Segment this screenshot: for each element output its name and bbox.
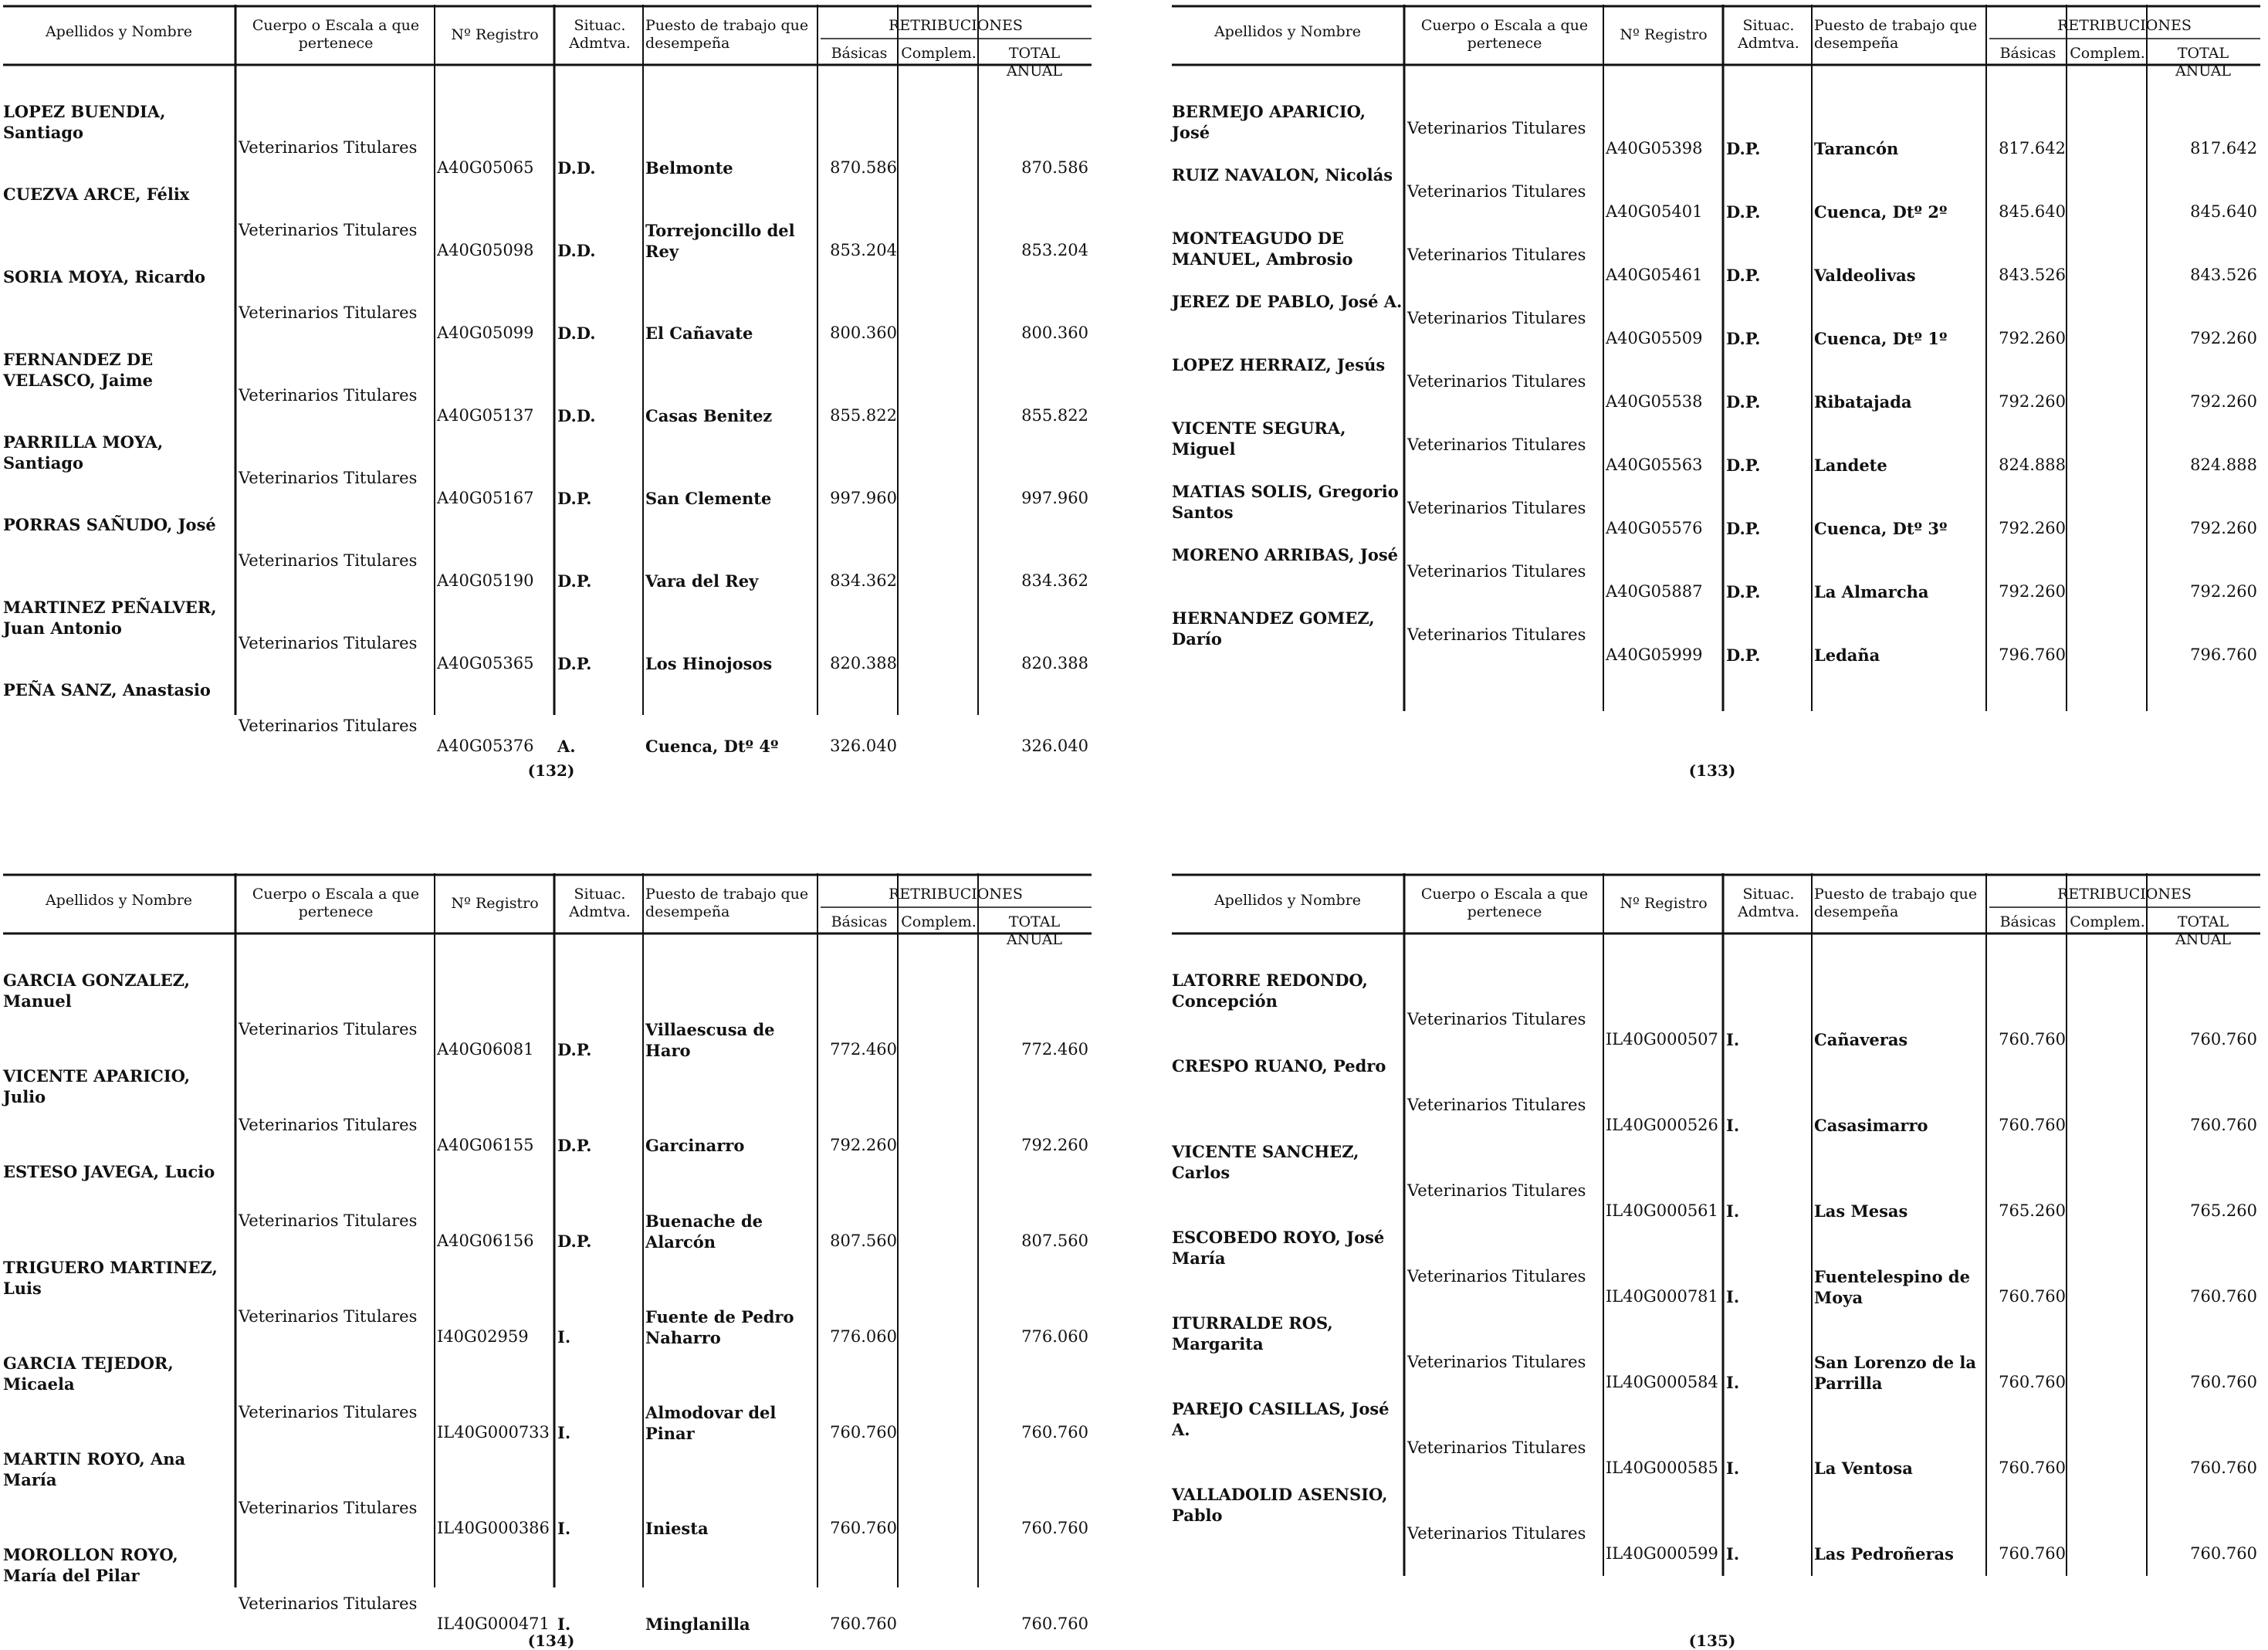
cell-basicas: 997.960: [830, 489, 897, 507]
cell-total: 792.260: [2190, 582, 2257, 601]
cell-registro: IL40G000781: [1606, 1287, 1718, 1306]
cell-puesto: La Almarcha: [1814, 582, 1929, 601]
cell-name: MOROLLON ROYO, María del Pilar: [3, 1545, 178, 1585]
cell-cuerpo: Veterinarios Titulares: [1407, 1096, 1586, 1114]
cell-basicas: 796.760: [1999, 645, 2066, 664]
cell-cuerpo: Veterinarios Titulares: [1407, 182, 1586, 201]
cell-basicas: 792.260: [830, 1136, 897, 1154]
cell-name: SORIA MOYA, Ricardo: [3, 267, 206, 286]
cell-name: VALLADOLID ASENSIO, Pablo: [1172, 1485, 1388, 1525]
cell-name: PAREJO CASILLAS, José A.: [1172, 1399, 1390, 1439]
cell-registro: A40G05167: [437, 489, 534, 507]
cell-name: MORENO ARRIBAS, José: [1172, 545, 1399, 564]
header-cuerpo: Cuerpo o Escala a que pertenece: [252, 886, 420, 920]
cell-situacion: I.: [557, 1423, 571, 1442]
cell-situacion: D.P.: [557, 571, 592, 591]
cell-name: TRIGUERO MARTINEZ, Luis: [3, 1258, 218, 1298]
cell-total: 760.760: [2190, 1287, 2257, 1306]
cell-total: 760.760: [2190, 1116, 2257, 1134]
cell-name: CUEZVA ARCE, Félix: [3, 185, 190, 204]
cell-name: VICENTE APARICIO, Julio: [3, 1066, 191, 1106]
cell-puesto: La Ventosa: [1814, 1459, 1913, 1478]
cell-cuerpo: Veterinarios Titulares: [1407, 1353, 1586, 1371]
cell-situacion: I.: [557, 1519, 571, 1538]
header-basicas: Básicas: [1999, 45, 2056, 62]
cell-situacion: D.P.: [1726, 139, 1761, 158]
cell-registro: IL40G000733: [437, 1423, 550, 1442]
cell-total: 853.204: [1021, 241, 1088, 259]
cell-cuerpo: Veterinarios Titulares: [1407, 1010, 1586, 1028]
table-row: [1172, 1227, 2260, 1313]
cell-registro: A40G05137: [437, 406, 534, 425]
cell-cuerpo: Veterinarios Titulares: [1407, 1524, 1586, 1543]
cell-basicas: 776.060: [830, 1327, 897, 1346]
cell-total: 824.888: [2190, 456, 2257, 474]
table-row: [1172, 354, 2260, 418]
cell-cuerpo: Veterinarios Titulares: [1407, 1438, 1586, 1457]
header-basicas: Básicas: [1999, 913, 2056, 930]
cell-total: 845.640: [2190, 202, 2257, 221]
cell-name: MARTIN ROYO, Ana María: [3, 1449, 186, 1489]
cell-basicas: 843.526: [1999, 266, 2066, 284]
cell-basicas: 760.760: [1999, 1459, 2066, 1477]
table-row: [3, 1448, 1092, 1544]
table-row: [1172, 1313, 2260, 1398]
cell-registro: A40G05461: [1606, 266, 1703, 284]
cell-name: PEÑA SANZ, Anastasio: [3, 680, 211, 700]
header-cuerpo: Cuerpo o Escala a que pertenece: [1420, 886, 1589, 920]
header-puesto: Puesto de trabajo que desempeña: [645, 17, 809, 52]
cell-name: MATIAS SOLIS, Gregorio Santos: [1172, 482, 1399, 522]
cell-registro: I40G02959: [437, 1327, 529, 1346]
cell-total: 760.760: [2190, 1030, 2257, 1049]
cell-total: 834.362: [1021, 571, 1088, 590]
cell-total: 792.260: [2190, 329, 2257, 347]
cell-situacion: D.P.: [557, 1232, 592, 1251]
cell-basicas: 760.760: [1999, 1544, 2066, 1563]
cell-total: 870.586: [1021, 158, 1088, 177]
cell-name: ITURRALDE ROS, Margarita: [1172, 1313, 1333, 1354]
table-row: [1172, 291, 2260, 354]
cell-situacion: A.: [557, 737, 576, 756]
cell-puesto: Vara del Rey: [645, 571, 759, 591]
cell-basicas: 760.760: [1999, 1287, 2066, 1306]
table-row: [3, 1161, 1092, 1257]
cell-puesto: Tarancón: [1814, 139, 1899, 158]
page-panel-133: [1172, 5, 2266, 780]
header-puesto: Puesto de trabajo que desempeña: [645, 886, 809, 920]
cell-situacion: D.D.: [557, 241, 596, 260]
cell-total: 760.760: [2190, 1373, 2257, 1391]
cell-registro: IL40G000561: [1606, 1201, 1718, 1220]
cell-total: 760.760: [1021, 1423, 1088, 1442]
cell-situacion: I.: [1726, 1544, 1740, 1564]
cell-puesto: Cuenca, Dtº 1º: [1814, 329, 1948, 348]
header-situac: Situac. Admtva.: [569, 886, 631, 920]
table-row: [3, 184, 1092, 266]
cell-basicas: 870.586: [830, 158, 897, 177]
cell-puesto: Ledaña: [1814, 645, 1880, 665]
table-row: [3, 970, 1092, 1066]
cell-puesto: Cuenca, Dtº 3º: [1814, 519, 1948, 538]
page-panel-134: [3, 873, 1092, 1650]
cell-basicas: 792.260: [1999, 329, 2066, 347]
cell-basicas: 853.204: [830, 241, 897, 259]
cell-basicas: 807.560: [830, 1232, 897, 1250]
cell-situacion: D.P.: [557, 489, 592, 508]
table-row: [3, 514, 1092, 597]
cell-puesto: Belmonte: [645, 158, 733, 178]
cell-basicas: 817.642: [1999, 139, 2066, 158]
table-row: [1172, 1141, 2260, 1227]
cell-basicas: 855.822: [830, 406, 897, 425]
table-row: [1172, 608, 2260, 671]
page-number: (132): [527, 761, 575, 780]
page-number: (135): [1688, 1631, 1736, 1650]
cell-situacion: D.P.: [557, 1136, 592, 1155]
header-total: TOTAL ANUAL: [2175, 45, 2232, 80]
header-registro: Nº Registro: [1620, 26, 1708, 43]
table-row: [3, 349, 1092, 432]
cell-situacion: D.D.: [557, 406, 596, 425]
cell-basicas: 760.760: [830, 1614, 897, 1633]
cell-name: MONTEAGUDO DE MANUEL, Ambrosio: [1172, 229, 1353, 269]
cell-puesto: Villaescusa de Haro: [645, 1020, 775, 1060]
cell-situacion: I.: [1726, 1030, 1740, 1049]
cell-situacion: I.: [557, 1327, 571, 1347]
cell-cuerpo: Veterinarios Titulares: [239, 551, 418, 570]
cell-situacion: D.P.: [557, 1040, 592, 1059]
cell-puesto: Iniesta: [645, 1519, 709, 1538]
cell-situacion: D.D.: [557, 324, 596, 343]
cell-puesto: Los Hinojosos: [645, 654, 773, 673]
cell-total: 760.760: [1021, 1519, 1088, 1537]
cell-total: 817.642: [2190, 139, 2257, 158]
cell-registro: A40G05538: [1606, 392, 1703, 411]
cell-situacion: D.P.: [1726, 202, 1761, 222]
cell-cuerpo: Veterinarios Titulares: [1407, 562, 1586, 581]
cell-puesto: Casasimarro: [1814, 1116, 1928, 1135]
cell-name: PORRAS SAÑUDO, José: [3, 515, 216, 534]
cell-total: 796.760: [2190, 645, 2257, 664]
cell-cuerpo: Veterinarios Titulares: [239, 138, 418, 157]
cell-total: 776.060: [1021, 1327, 1088, 1346]
cell-cuerpo: Veterinarios Titulares: [1407, 1181, 1586, 1200]
cell-name: PARRILLA MOYA, Santiago: [3, 432, 164, 473]
cell-total: 807.560: [1021, 1232, 1088, 1250]
cell-situacion: D.D.: [557, 158, 596, 178]
cell-situacion: D.P.: [1726, 329, 1761, 348]
header-name: Apellidos y Nombre: [45, 23, 193, 40]
header-retribuciones: RETRIBUCIONES: [2057, 17, 2192, 34]
cell-cuerpo: Veterinarios Titulares: [1407, 625, 1586, 644]
cell-situacion: D.P.: [1726, 519, 1761, 538]
cell-puesto: San Lorenzo de la Parrilla: [1814, 1353, 1976, 1393]
cell-situacion: I.: [557, 1614, 571, 1634]
header-puesto: Puesto de trabajo que desempeña: [1814, 886, 1978, 920]
table-row: [1172, 1484, 2260, 1570]
header-retribuciones: RETRIBUCIONES: [889, 17, 1023, 34]
cell-basicas: 845.640: [1999, 202, 2066, 221]
header-cuerpo: Cuerpo o Escala a que pertenece: [1420, 17, 1589, 52]
cell-name: CRESPO RUANO, Pedro: [1172, 1056, 1386, 1076]
header-name: Apellidos y Nombre: [45, 892, 193, 909]
header-complem: Complem.: [901, 913, 977, 930]
header-name: Apellidos y Nombre: [1214, 892, 1362, 909]
cell-registro: A40G06156: [437, 1232, 534, 1250]
table-row: [1172, 481, 2260, 544]
table-row: [3, 1066, 1092, 1161]
header-situac: Situac. Admtva.: [569, 17, 631, 52]
cell-basicas: 760.760: [1999, 1116, 2066, 1134]
cell-name: JEREZ DE PABLO, José A.: [1172, 292, 1403, 311]
cell-total: 792.260: [2190, 392, 2257, 411]
table-row: [1172, 164, 2260, 228]
cell-cuerpo: Veterinarios Titulares: [239, 1594, 418, 1613]
page-panel-132: [3, 5, 1092, 780]
cell-name: GARCIA TEJEDOR, Micaela: [3, 1354, 174, 1394]
cell-total: 765.260: [2190, 1201, 2257, 1220]
table-row: [3, 597, 1092, 679]
table-row: [1172, 1055, 2260, 1141]
header-complem: Complem.: [901, 45, 977, 62]
cell-basicas: 834.362: [830, 571, 897, 590]
cell-cuerpo: Veterinarios Titulares: [239, 634, 418, 652]
cell-basicas: 760.760: [830, 1519, 897, 1537]
cell-basicas: 800.360: [830, 324, 897, 342]
cell-basicas: 326.040: [830, 737, 897, 755]
header-registro: Nº Registro: [451, 895, 539, 912]
cell-registro: IL40G000507: [1606, 1030, 1718, 1049]
table-row: [3, 1544, 1092, 1640]
cell-cuerpo: Veterinarios Titulares: [239, 386, 418, 405]
cell-total: 843.526: [2190, 266, 2257, 284]
cell-basicas: 760.760: [1999, 1030, 2066, 1049]
cell-registro: A40G05509: [1606, 329, 1703, 347]
header-basicas: Básicas: [831, 913, 888, 930]
cell-name: LOPEZ HERRAIZ, Jesús: [1172, 355, 1386, 374]
page-number: (134): [527, 1631, 575, 1650]
cell-name: VICENTE SEGURA, Miguel: [1172, 418, 1346, 459]
cell-registro: IL40G000386: [437, 1519, 550, 1537]
cell-name: FERNANDEZ DE VELASCO, Jaime: [3, 350, 154, 390]
table-row: [1172, 1398, 2260, 1484]
cell-situacion: I.: [1726, 1116, 1740, 1135]
cell-puesto: Valdeolivas: [1814, 266, 1916, 285]
cell-situacion: D.P.: [557, 654, 592, 673]
cell-cuerpo: Veterinarios Titulares: [239, 1020, 418, 1038]
header-situac: Situac. Admtva.: [1738, 886, 1799, 920]
cell-total: 760.760: [2190, 1544, 2257, 1563]
cell-cuerpo: Veterinarios Titulares: [239, 717, 418, 735]
cell-puesto: Fuentelespino de Moya: [1814, 1267, 1970, 1307]
cell-basicas: 792.260: [1999, 392, 2066, 411]
cell-cuerpo: Veterinarios Titulares: [1407, 499, 1586, 517]
cell-basicas: 824.888: [1999, 456, 2066, 474]
cell-situacion: D.P.: [1726, 582, 1761, 601]
header-total: TOTAL ANUAL: [2175, 913, 2232, 948]
header-registro: Nº Registro: [1620, 895, 1708, 912]
cell-name: LOPEZ BUENDIA, Santiago: [3, 102, 166, 142]
cell-situacion: D.P.: [1726, 266, 1761, 285]
cell-total: 326.040: [1021, 737, 1088, 755]
cell-total: 997.960: [1021, 489, 1088, 507]
cell-puesto: Las Mesas: [1814, 1201, 1908, 1221]
header-cuerpo: Cuerpo o Escala a que pertenece: [252, 17, 420, 52]
cell-total: 820.388: [1021, 654, 1088, 673]
header-retribuciones: RETRIBUCIONES: [2057, 886, 2192, 903]
table-row: [1172, 544, 2260, 608]
cell-puesto: Cuenca, Dtº 2º: [1814, 202, 1948, 222]
cell-situacion: I.: [1726, 1459, 1740, 1478]
cell-registro: A40G05099: [437, 324, 534, 342]
cell-total: 792.260: [1021, 1136, 1088, 1154]
header-retribuciones: RETRIBUCIONES: [889, 886, 1023, 903]
cell-cuerpo: Veterinarios Titulares: [1407, 435, 1586, 454]
cell-name: HERNANDEZ GOMEZ, Darío: [1172, 608, 1375, 649]
cell-registro: A40G05190: [437, 571, 534, 590]
cell-registro: IL40G000599: [1606, 1544, 1718, 1563]
cell-cuerpo: Veterinarios Titulares: [239, 303, 418, 322]
cell-situacion: D.P.: [1726, 392, 1761, 412]
table-row: [1172, 228, 2260, 291]
header-situac: Situac. Admtva.: [1738, 17, 1799, 52]
page-panel-135: [1172, 873, 2266, 1650]
cell-cuerpo: Veterinarios Titulares: [239, 1211, 418, 1230]
cell-cuerpo: Veterinarios Titulares: [1407, 246, 1586, 264]
cell-situacion: I.: [1726, 1201, 1740, 1221]
table-row: [3, 679, 1092, 762]
cell-name: LATORRE REDONDO, Concepción: [1172, 971, 1368, 1011]
cell-cuerpo: Veterinarios Titulares: [1407, 309, 1586, 327]
cell-basicas: 792.260: [1999, 582, 2066, 601]
header-total: TOTAL ANUAL: [1006, 45, 1063, 80]
cell-cuerpo: Veterinarios Titulares: [1407, 1267, 1586, 1286]
cell-registro: A40G05887: [1606, 582, 1703, 601]
cell-puesto: Garcinarro: [645, 1136, 745, 1155]
cell-cuerpo: Veterinarios Titulares: [239, 1499, 418, 1517]
cell-puesto: Fuente de Pedro Naharro: [645, 1307, 794, 1347]
header-name: Apellidos y Nombre: [1214, 23, 1362, 40]
cell-cuerpo: Veterinarios Titulares: [239, 221, 418, 239]
cell-total: 760.760: [2190, 1459, 2257, 1477]
cell-cuerpo: Veterinarios Titulares: [1407, 372, 1586, 391]
table-row: [3, 101, 1092, 184]
cell-basicas: 760.760: [1999, 1373, 2066, 1391]
cell-registro: A40G06081: [437, 1040, 534, 1059]
header-total: TOTAL ANUAL: [1006, 913, 1063, 948]
cell-registro: A40G05563: [1606, 456, 1703, 474]
header-registro: Nº Registro: [451, 26, 539, 43]
cell-situacion: D.P.: [1726, 645, 1761, 665]
cell-puesto: Landete: [1814, 456, 1887, 475]
cell-total: 772.460: [1021, 1040, 1088, 1059]
table-row: [3, 1257, 1092, 1353]
cell-basicas: 760.760: [830, 1423, 897, 1442]
cell-cuerpo: Veterinarios Titulares: [239, 469, 418, 487]
cell-cuerpo: Veterinarios Titulares: [239, 1307, 418, 1326]
cell-name: VICENTE SANCHEZ, Carlos: [1172, 1142, 1359, 1182]
cell-registro: A40G05365: [437, 654, 534, 673]
cell-registro: A40G06155: [437, 1136, 534, 1154]
cell-puesto: El Cañavate: [645, 324, 753, 343]
cell-name: RUIZ NAVALON, Nicolás: [1172, 165, 1393, 185]
cell-puesto: Ribatajada: [1814, 392, 1912, 412]
table-row: [1172, 418, 2260, 481]
cell-cuerpo: Veterinarios Titulares: [239, 1116, 418, 1134]
cell-registro: A40G05999: [1606, 645, 1703, 664]
cell-registro: IL40G000526: [1606, 1116, 1718, 1134]
cell-registro: IL40G000585: [1606, 1459, 1718, 1477]
table-row: [3, 432, 1092, 514]
cell-puesto: San Clemente: [645, 489, 772, 508]
cell-registro: A40G05401: [1606, 202, 1703, 221]
table-row: [1172, 970, 2260, 1055]
cell-basicas: 820.388: [830, 654, 897, 673]
cell-basicas: 772.460: [830, 1040, 897, 1059]
page-number: (133): [1688, 761, 1736, 780]
cell-puesto: Buenache de Alarcón: [645, 1211, 763, 1252]
cell-puesto: Cañaveras: [1814, 1030, 1908, 1049]
cell-situacion: D.P.: [1726, 456, 1761, 475]
cell-basicas: 765.260: [1999, 1201, 2066, 1220]
cell-situacion: I.: [1726, 1373, 1740, 1392]
cell-puesto: Las Pedroñeras: [1814, 1544, 1954, 1564]
cell-name: BERMEJO APARICIO, José: [1172, 102, 1366, 142]
table-row: [1172, 101, 2260, 164]
cell-puesto: Torrejoncillo del Rey: [645, 221, 795, 261]
cell-puesto: Minglanilla: [645, 1614, 750, 1634]
cell-puesto: Almodovar del Pinar: [645, 1403, 777, 1443]
cell-total: 800.360: [1021, 324, 1088, 342]
table-row: [3, 266, 1092, 349]
cell-total: 760.760: [1021, 1614, 1088, 1633]
cell-situacion: I.: [1726, 1287, 1740, 1306]
table-row: [3, 1353, 1092, 1448]
cell-cuerpo: Veterinarios Titulares: [239, 1403, 418, 1421]
header-complem: Complem.: [2070, 913, 2145, 930]
cell-registro: IL40G000584: [1606, 1373, 1718, 1391]
cell-name: ESTESO JAVEGA, Lucio: [3, 1162, 215, 1181]
cell-name: GARCIA GONZALEZ, Manuel: [3, 971, 190, 1011]
cell-puesto: Casas Benitez: [645, 406, 773, 425]
cell-total: 855.822: [1021, 406, 1088, 425]
cell-name: MARTINEZ PEÑALVER, Juan Antonio: [3, 598, 217, 638]
header-complem: Complem.: [2070, 45, 2145, 62]
cell-registro: A40G05065: [437, 158, 534, 177]
cell-registro: A40G05398: [1606, 139, 1703, 158]
cell-name: ESCOBEDO ROYO, José María: [1172, 1228, 1385, 1268]
cell-registro: A40G05098: [437, 241, 534, 259]
header-puesto: Puesto de trabajo que desempeña: [1814, 17, 1978, 52]
cell-registro: A40G05576: [1606, 519, 1703, 537]
cell-total: 792.260: [2190, 519, 2257, 537]
cell-registro: A40G05376: [437, 737, 534, 755]
header-basicas: Básicas: [831, 45, 888, 62]
cell-registro: IL40G000471: [437, 1614, 550, 1633]
cell-cuerpo: Veterinarios Titulares: [1407, 119, 1586, 137]
cell-puesto: Cuenca, Dtº 4º: [645, 737, 779, 756]
cell-basicas: 792.260: [1999, 519, 2066, 537]
